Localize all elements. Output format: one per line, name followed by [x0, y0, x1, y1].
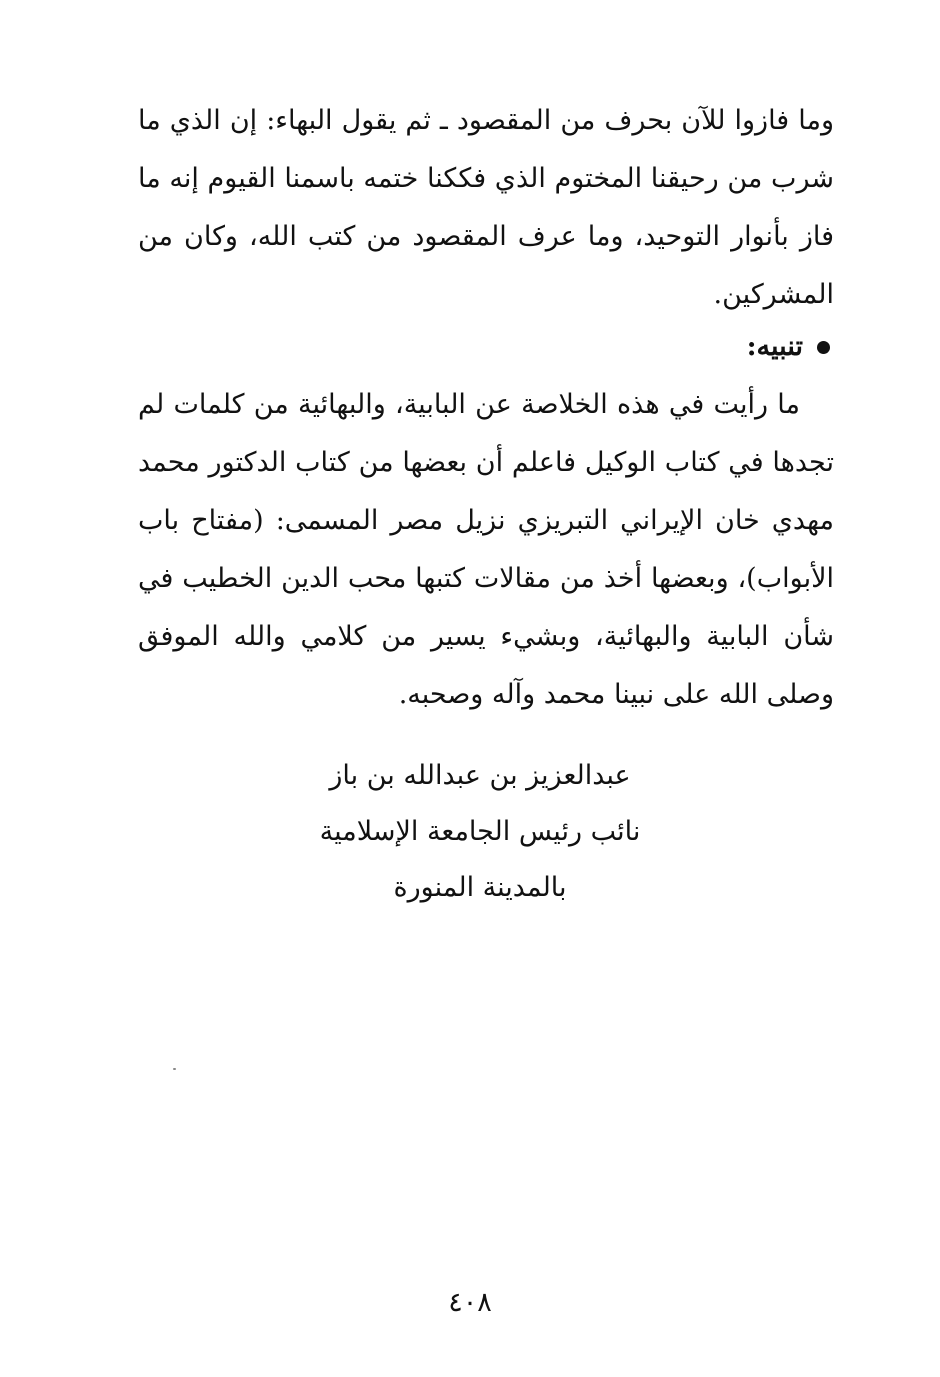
paragraph-2-block [138, 376, 834, 724]
notice-heading-text: تنبيه: [746, 331, 803, 362]
signature-title: نائب رئيس الجامعة الإسلامية [319, 816, 641, 847]
paragraph-2: ما رأيت في هذه الخلاصة عن البابية، والبهائية من كلمات لم تجدها في كتاب الوكيل فاعلم أن بعضها من كتاب الدكتور محمد مهدي خان الإيراني التبريزي نزيل مصر المسمى: (مفتاح باب الأبواب)، وبعضها أخذ من مقالات كتبها محب الدين الخطيب في شأن البابية والبهائية، وبشيء يسير من كلامي والله الموفق وصلى الله على نبينا محمد وآله وصحبه. [138, 389, 834, 710]
page-number: ٤٠٨ [448, 1287, 492, 1318]
signature-location: بالمدينة المنورة [393, 872, 567, 903]
notice-heading [138, 318, 834, 376]
paragraph-1-block [138, 92, 834, 324]
paragraph-1: وما فازوا للآن بحرف من المقصود ـ ثم يقول البهاء: إن الذي ما شرب من رحيقنا المختوم الذي فككنا ختمه باسمنا القيوم إنه ما فاز بأنوار التوحيد، وما عرف المقصود من كتب الله، وكان من المشركين. [138, 105, 834, 310]
signature-name: عبدالعزيز بن عبدالله بن باز [329, 760, 631, 791]
signature-block [300, 748, 660, 916]
print-speck [173, 1068, 176, 1070]
bullet-icon [817, 341, 830, 354]
